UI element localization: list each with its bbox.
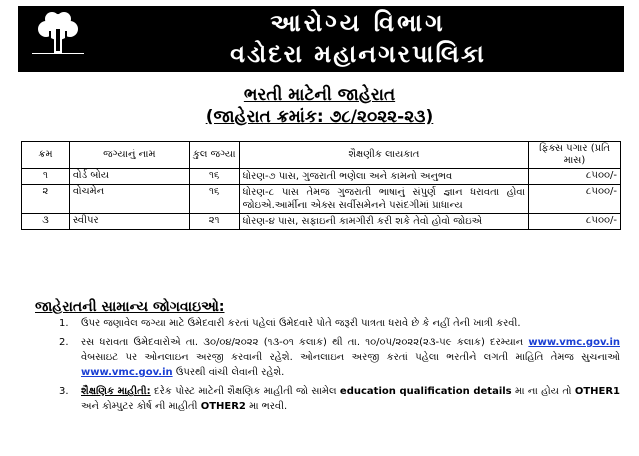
- row-post: વોચમેન: [69, 185, 189, 214]
- row-sr: ૧: [22, 169, 70, 185]
- row-post: સ્વીપર: [69, 214, 189, 230]
- list-item: [55, 384, 620, 414]
- row-salary: ૮૫૦૦/-: [529, 185, 621, 214]
- item-text: મા ભરવી.: [249, 401, 288, 412]
- table-row: [22, 214, 621, 230]
- row-total: ૨૧: [189, 214, 239, 230]
- item-text: વેબસાઇટ પર ઓનલાઇન અરજી કરવાની રહેશે. ઓનલાઇન અરજી કરતાં પહેલા ભરતીને લગતી માહિતિ તેમજ સુચનાઓ: [81, 352, 620, 363]
- header-post: જગ્યાનું નામ: [69, 142, 189, 169]
- notice-title-text: ભરતી માટેની જાહેરાત: [243, 85, 396, 105]
- instructions-title: જાહેરાતની સામાન્ય જોગવાઇઓ:: [35, 299, 225, 315]
- instructions-list: [55, 316, 620, 418]
- vmc-website-link[interactable]: www.vmc.gov.in: [528, 337, 620, 348]
- item-number: 2.: [59, 337, 69, 348]
- table-header-row: [22, 142, 621, 169]
- row-salary: ૮૫૦૦/-: [529, 214, 621, 230]
- table-row: [22, 169, 621, 185]
- vmc-website-link[interactable]: www.vmc.gov.in: [81, 367, 173, 378]
- notice-number: [0, 106, 639, 128]
- item-keyword: OTHER1: [574, 386, 621, 397]
- row-qualification: ધોરણ-૪ પાસ, સફાઇની કામગીરી કરી શકે તેવો હોવો જોઇએ: [239, 214, 528, 230]
- row-total: ૧૬: [189, 169, 239, 185]
- item-label: શૈક્ષણિક માહીતી:: [81, 386, 151, 397]
- item-text: અને કોમ્પુટર કોર્ષ ની માહીતી: [81, 401, 198, 412]
- header-qualification: શૈક્ષણીક લાયકાત: [239, 142, 528, 169]
- header-sr: ક્રમ: [22, 142, 70, 169]
- row-qualification: ધોરણ-૭ પાસ, ગુજરાતી ભણેલા અને કામનો અનુભવ: [239, 169, 528, 185]
- row-sr: ૩: [22, 214, 70, 230]
- item-number: 3.: [59, 386, 69, 397]
- item-text: મા ના હોય તો: [515, 386, 572, 397]
- header-banner: [18, 6, 624, 72]
- item-text: રસ ધરાવતા ઉમેદવારોએ તા. ૩૦/૦૪/૨૦૨૨ (૧૩-૦૧ કલાક) થી તા. ૧૦/૦૫/૨૦૨૨(૨૩-૫૯ કલાક) દરમ્યાન: [81, 337, 524, 348]
- vmc-logo: [22, 9, 94, 69]
- item-text: દરેક પોસ્ટ માટેની શૈક્ષણિક માહીતી જો સામેલ: [154, 386, 337, 397]
- item-keyword: OTHER2: [200, 401, 246, 412]
- row-sr: ૨: [22, 185, 70, 214]
- header-total: કુલ જગ્યા: [189, 142, 239, 169]
- row-salary: ૮૫૦૦/-: [529, 169, 621, 185]
- list-item: [55, 316, 620, 331]
- posts-table: [21, 141, 621, 230]
- header-salary: ફિક્સ પગાર (પ્રતિ માસ): [529, 142, 621, 169]
- organization-title: વડોદરા મહાનગરપાલિકા: [230, 40, 486, 68]
- row-total: ૧૬: [189, 185, 239, 214]
- tree-logo-icon: [22, 9, 94, 69]
- row-qualification: ધોરણ-૮ પાસ તેમજ ગુજરાતી ભાષાનું સંપુર્ણ જ્ઞાન ધરાવતા હોવા જોઇએ.આર્મીના એક્સ સર્વીસમેનને પસંદગીમાં પ્રાધાન્ય: [239, 185, 528, 214]
- item-number: 1.: [59, 318, 69, 329]
- item-text: ઉપર જણાવેલ જગ્યા માટે ઉમેદવારી કરતાં પહેલાં ઉમેદવારે પોતે જરૂરી પાત્રતા ધરાવે છે કે નહીં તેની ખાત્રી કરવી.: [81, 318, 521, 329]
- item-keyword: education qualification details: [339, 386, 512, 397]
- department-title: આરોગ્ય વિભાગ: [270, 9, 446, 37]
- list-item: [55, 335, 620, 380]
- notice-number-text: (જાહેરાત ક્રમાંક: ૭૮/૨૦૨૨-૨૩): [205, 107, 434, 127]
- item-text: ઉપરથી વાંચી લેવાની રહેશે.: [175, 367, 285, 378]
- table-row: [22, 185, 621, 214]
- row-post: વોર્ડ બોય: [69, 169, 189, 185]
- notice-title: [0, 84, 639, 106]
